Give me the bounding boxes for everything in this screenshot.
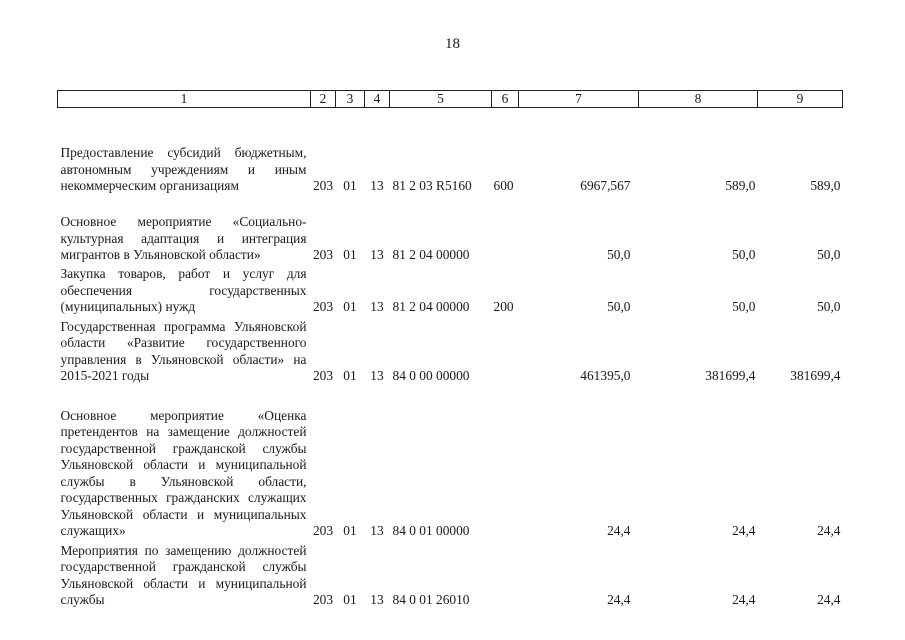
cell-col2: 203: [312, 523, 334, 538]
column-header: 2: [311, 91, 336, 108]
cell-col5: 81 2 04 00000: [392, 299, 470, 314]
table-row: [58, 540, 843, 609]
cell-col9: 50,0: [817, 299, 841, 314]
cell-col8: 50,0: [732, 247, 756, 262]
page-number: 18: [445, 36, 460, 52]
column-header: 7: [519, 91, 639, 108]
cell-col3: 01: [343, 178, 357, 193]
row-description: Предоставление субсидий бюджетным, автономным учреждениям и иным некоммерческим организациям: [60, 145, 307, 193]
cell-col5: 84 0 01 26010: [392, 592, 470, 607]
cell-col7: 461395,0: [580, 368, 631, 383]
cell-col6: [492, 316, 519, 385]
cell-col7: 24,4: [607, 592, 631, 607]
table-row: [58, 264, 843, 316]
cell-col3: 01: [343, 247, 357, 262]
cell-col7: 50,0: [607, 247, 631, 262]
cell-col9: 50,0: [817, 247, 841, 262]
cell-col6: 200: [493, 299, 514, 314]
column-header: 4: [365, 91, 390, 108]
cell-col8: 24,4: [732, 523, 756, 538]
column-header: 1: [58, 91, 311, 108]
cell-col9: 24,4: [817, 592, 841, 607]
cell-col4: 13: [370, 299, 384, 314]
cell-col2: 203: [312, 368, 334, 383]
cell-col2: 203: [312, 247, 334, 262]
cell-col9: 381699,4: [790, 368, 841, 383]
cell-col4: 13: [370, 592, 384, 607]
cell-col2: 203: [312, 178, 334, 193]
column-header: 6: [492, 91, 519, 108]
cell-col8: 589,0: [725, 178, 756, 193]
column-header: 3: [336, 91, 365, 108]
cell-col3: 01: [343, 592, 357, 607]
cell-col4: 13: [370, 178, 384, 193]
cell-col3: 01: [343, 523, 357, 538]
cell-col2: 203: [312, 299, 334, 314]
column-header: 9: [758, 91, 843, 108]
cell-col5: 81 2 03 R5160: [392, 178, 472, 193]
cell-col9: 24,4: [817, 523, 841, 538]
row-description: Основное мероприятие «Оценка претендентов на замещение должностей государственной гражданской службы Ульяновской области и муниципальной службы в Ульяновской области, государственных гражданских служащих Ульяновской области и муниципальных служащих»: [60, 407, 307, 538]
cell-col6: [492, 385, 519, 540]
budget-table: [57, 90, 843, 609]
row-description: Основное мероприятие «Социально-культурная адаптация и интеграция мигрантов в Ульяновской области»: [60, 214, 307, 262]
column-header: 8: [639, 91, 758, 108]
table-row: [58, 108, 843, 195]
cell-col4: 13: [370, 247, 384, 262]
cell-col5: 81 2 04 00000: [392, 247, 470, 262]
table-row: [58, 316, 843, 385]
cell-col6: 600: [493, 178, 514, 193]
cell-col4: 13: [370, 523, 384, 538]
cell-col8: 381699,4: [705, 368, 756, 383]
cell-col3: 01: [343, 299, 357, 314]
cell-col9: 589,0: [810, 178, 841, 193]
cell-col5: 84 0 00 00000: [392, 368, 470, 383]
cell-col7: 50,0: [607, 299, 631, 314]
cell-col4: 13: [370, 368, 384, 383]
cell-col2: 203: [312, 592, 334, 607]
cell-col7: 6967,567: [580, 178, 631, 193]
row-description: Закупка товаров, работ и услуг для обеспечения государственных (муниципальных) нужд: [60, 266, 307, 314]
cell-col5: 84 0 01 00000: [392, 523, 470, 538]
cell-col8: 50,0: [732, 299, 756, 314]
cell-col3: 01: [343, 368, 357, 383]
cell-col7: 24,4: [607, 523, 631, 538]
row-description: Мероприятия по замещению должностей государственной гражданской службы Ульяновской области и муниципальной службы: [60, 542, 307, 607]
cell-col6: [492, 195, 519, 264]
cell-col6: [492, 540, 519, 609]
row-description: Государственная программа Ульяновской области «Развитие государственного управления в Ульяновской области» на 2015-2021 годы: [60, 318, 307, 383]
column-header: 5: [390, 91, 492, 108]
cell-col8: 24,4: [732, 592, 756, 607]
table-row: [58, 195, 843, 264]
header-row: [58, 91, 843, 108]
table-row: [58, 385, 843, 540]
